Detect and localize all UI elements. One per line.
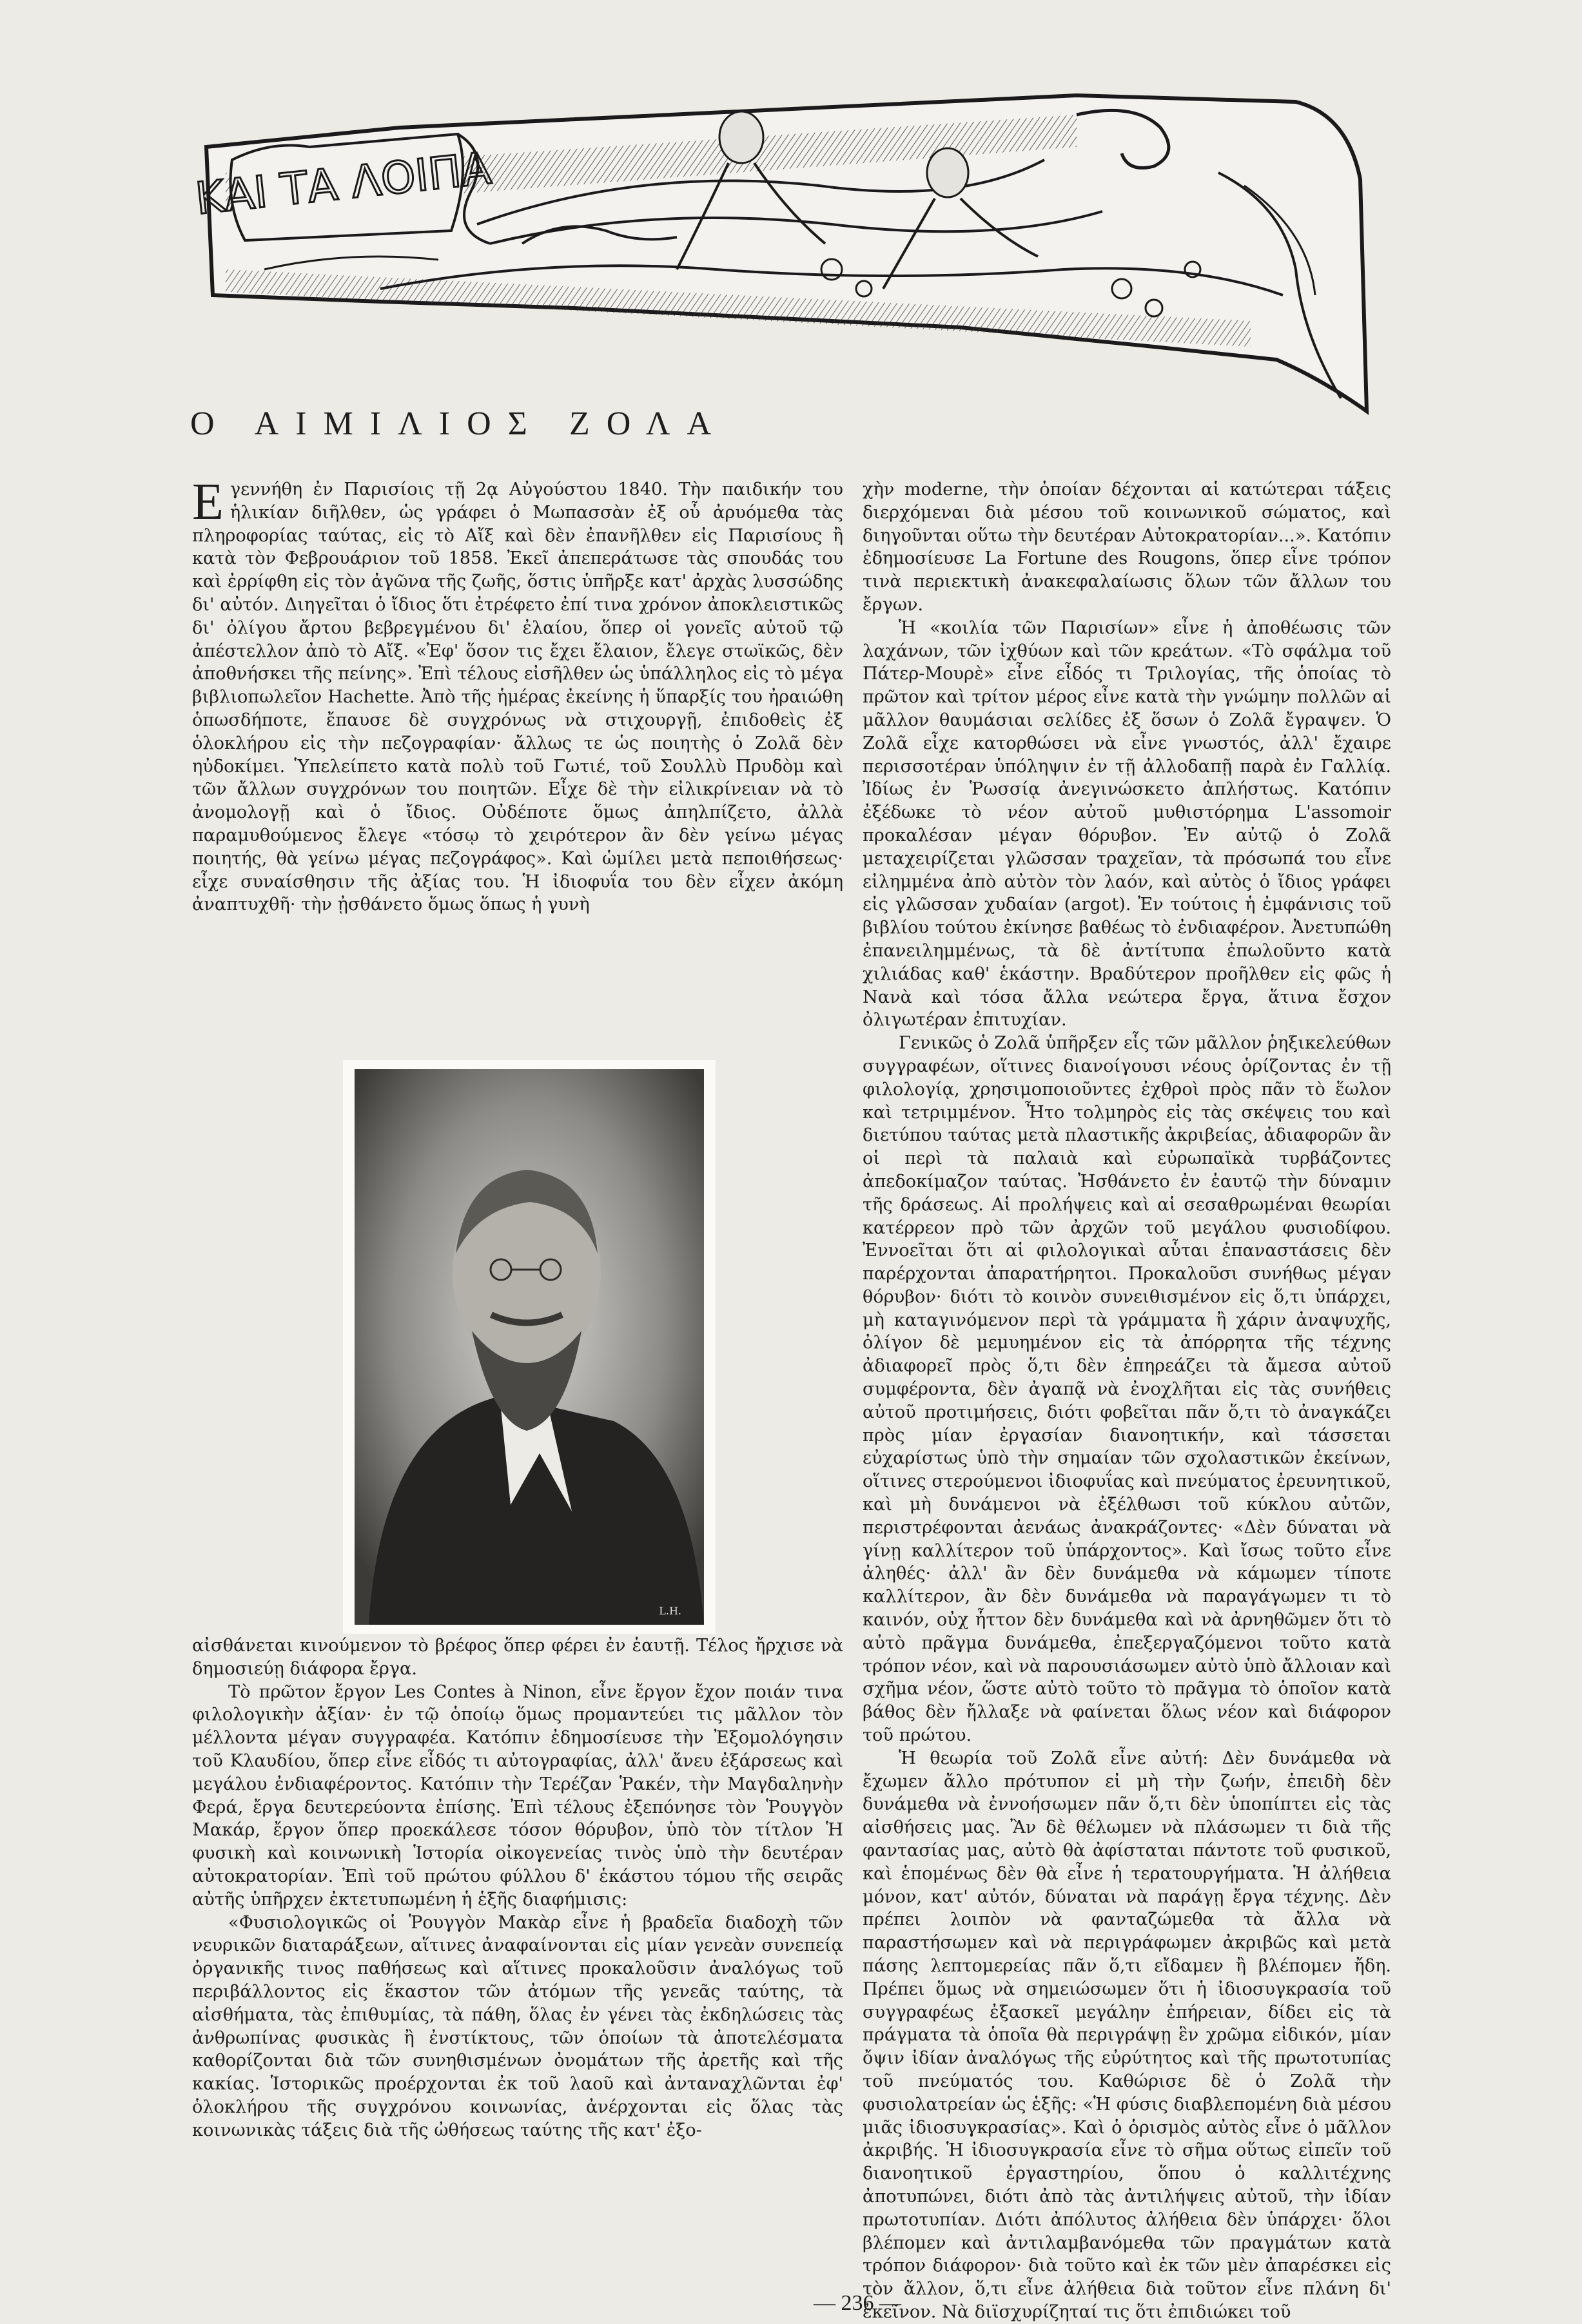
paragraph: αἰσθάνεται κινούμενον τὸ βρέφος ὅπερ φέρει ἐν ἑαυτῇ. Τέλος ἤρχισε νὰ δημοσιεύῃ διάφορα ἔργα. bbox=[192, 1636, 843, 1679]
paragraph: Γενικῶς ὁ Ζολᾶ ὑπῆρξεν εἷς τῶν μᾶλλον ῥηξικελεύθων συγγραφέων, οἵτινες διανοίγουσι νέους ὁρίζοντας ἐν τῇ φιλολογίᾳ, χρησιμοποιοῦντες ἐχθροὶ πρὸς πᾶν τὸ ἕωλον καὶ τετριμμένον. Ἦτο τολμηρὸς εἰς τὰς σκέψεις του καὶ διετύπου ταύτας μετὰ πλαστικῆς ἀκριβείας, ἀδιαφορῶν ἂν οἱ περὶ τὰ παλαιὰ καὶ εὐρωπαϊκὰ τυρβάζοντες ἀπεδοκίμαζον ταύτας. Ἠσθάνετο ἐν ἑαυτῷ τὴν δύναμιν τῆς δράσεως. Αἱ προλήψεις καὶ αἱ σεσαθρωμέναι θεωρίαι κατέρρεον πρὸ τῶν ἀρχῶν τοῦ μεγάλου φυσιοδίφου. Ἐννοεῖται ὅτι αἱ φιλολογικαὶ αὗται ἐπαναστάσεις δὲν παρέρχονται ἀπαρατήρητοι. Προκαλοῦσι συνήθως μέγαν θόρυβον· διότι τὸ κοινὸν συνειθισμένον εἰς ὅ,τι ὑπάρχει, μὴ καταγινόμενον περὶ τὰ γράμματα ἢ χάριν ἀναψυχῆς, ὀλίγον δὲ μεμυημένον εἰς τὰ ἀπόρρητα τῆς τέχνης ἀδιαφορεῖ πρὸς ὅ,τι δὲν ἐπηρεάζει τὰ ἄμεσα αὐτοῦ συμφέροντα, δὲν ἀγαπᾷ νὰ ἐνοχλῆται εἰς τὰς συνήθεις αὐτοῦ προτιμήσεις, διότι φοβεῖται πᾶν ὅ,τι τὸ ἀναγκάζει πρὸς μίαν ἐργασίαν διανοητικήν, καὶ τάσσεται εὐχαρίστως ὑπὸ τὴν σημαίαν τῶν σχολαστικῶν ἐκείνων, οἵτινες στερούμενοι ἰδιοφυΐας καὶ πνεύματος ἐρευνητικοῦ, καὶ μὴ δυνάμενοι νὰ ἐξέλθωσι τοῦ κύκλου αὐτῶν, περιστρέφονται ἀενάως ἀνακράζοντες· «Δὲν δύναται νὰ γίνῃ καλλίτερον τοῦ ὑπάρχοντος». Καὶ ἴσως τοῦτο εἶνε ἀληθές· ἀλλ' ἂν δὲν δυνάμεθα νὰ κάμωμεν τίποτε καλλίτερον, ἂν δὲν δυνάμεθα νὰ παραγάγωμεν τι τὸ καινόν, οὐχ ἧττον δὲν δυνάμεθα καὶ νὰ ἀρνηθῶμεν ὅτι τὸ αὐτὸ πρᾶγμα δυνάμεθα, ἐπεξεργαζόμενοι τοῦτο κατὰ τρόπον νέον, καὶ νὰ παρουσιάσωμεν αὐτὸ ὑπὸ ἄλλοιαν καὶ σχῆμα νέον, ὥστε αὐτὸ τοῦτο τὸ πρᾶγμα τὸ ὁποῖον κατὰ βάθος δὲν ἤλλαξε νὰ φαίνεται ὅλως νέον καὶ διάφορον τοῦ πρώτου. bbox=[863, 1033, 1391, 1746]
paragraph: Ἡ θεωρία τοῦ Ζολᾶ εἶνε αὐτή: Δὲν δυνάμεθα νὰ ἔχωμεν ἄλλο πρότυπον εἰ μὴ τὴν ζωήν, ἐπειδὴ δὲν δυνάμεθα νὰ ἐννοήσωμεν πᾶν ὅ,τι δὲν ὑποπίπτει εἰς τὰς αἰσθήσεις μας. Ἂν δὲ θέλωμεν νὰ πλάσωμεν τι διὰ τῆς φαντασίας μας, αὐτὸ θὰ ἀφίσταται πάντοτε τοῦ φυσικοῦ, καὶ ἑπομένως δὲν θὰ εἶνε ἡ τερατουργήματα. Ἡ ἀλήθεια μόνον, κατ' αὐτόν, δύναται νὰ παράγῃ ἔργα τέχνης. Δὲν πρέπει λοιπὸν νὰ φανταζώμεθα τὰ ἄλλα νὰ παραστήσωμεν καὶ νὰ περιγράφωμεν ἀκριβῶς καὶ μετὰ πάσης λεπτομερείας πᾶν ὅ,τι εἴδαμεν ἢ βλέπομεν ἤδη. Πρέπει ὅμως νὰ σημειώσωμεν ὅτι ἡ ἰδιοσυγκρασία τοῦ συγγραφέως ἐξασκεῖ μεγάλην ἐπήρειαν, δίδει εἰς τὰ πράγματα τὰ ὁποῖα θὰ περιγράψῃ ἓν χρῶμα εἰδικόν, μίαν ὄψιν ἰδίαν ἀναλόγως τῆς εὐρύτητος καὶ τῆς πρωτοτυπίας τοῦ πνεύματός του. Καθώρισε δὲ ὁ Ζολᾶ τὴν φυσιολατρείαν ὡς ἑξῆς: «Ἡ φύσις διαβλεπομένη διὰ μέσου μιᾶς ἰδιοσυγκρασίας». Καὶ ὁ ὁρισμὸς αὐτὸς εἶνε ὁ μᾶλλον ἀκριβής. Ἡ ἰδιοσυγκρασία εἶνε τὸ σῆμα οὕτως εἰπεῖν τοῦ διανοητικοῦ ἐργαστηρίου, ὅπου ὁ καλλιτέχνης ἀποτυπώνει, διότι ἀπὸ τὰς ἀντιλήψεις αὐτοῦ, τὴν ἰδίαν πρωτοτυπίαν. Διότι ἀπόλυτος ἀλήθεια δὲν ὑπάρχει· ὅλοι βλέπομεν καὶ ἀντιλαμβανόμεθα τῶν πραγμάτων κατὰ τρόπον διάφορον· διὰ τοῦτο καὶ ἐκ τῶν μὲν ἀπαρέσκει εἰς τὸν ἄλλον, ὅ,τι εἶνε ἀλήθεια διὰ τοῦτον εἶνε πλάνη δι' ἐκεῖνον. Νὰ διϊσχυρίζηταί τις ὅτι ἐπιδιώκει τοῦ bbox=[863, 1748, 1391, 2322]
paragraph: Τὸ πρῶτον ἔργον Les Contes à Ninon, εἶνε ἔργον ἔχον ποιάν τινα φιλολογικὴν ἀξίαν· ἐν τῷ ὁποίῳ ὅμως προμαντεύει τις μᾶλλον τὸν μέλλοντα μέγαν συγγραφέα. Κατόπιν ἐδημοσίευσε τὴν Ἐξομολόγησιν τοῦ Κλαυδίου, ὅπερ εἶνε εἶδός τι αὐτογραφίας, ἀλλ' ἄνευ ἐξάρσεως καὶ μεγάλου ἐνδιαφέροντος. Κατόπιν τὴν Τερέζαν Ῥακέν, τὴν Μαγδαληνὴν Φερά, ἔργα δευτερεύοντα ἐπίσης. Ἐπὶ τέλους ἐξεπόνησε τὸν Ῥουγγὸν Μακάρ, ἔργον ὅπερ προεκάλεσε τόσον θόρυβον, ὑπὸ τὸν τίτλον Ἡ φυσικὴ καὶ κοινωνικὴ Ἱστορία οἰκογενείας τινὸς ὑπὸ τὴν δευτέραν αὐτοκρατορίαν. Ἐπὶ τοῦ πρώτου φύλλου δ' ἑκάστου τόμου τῆς σειρᾶς αὐτῆς ὑπῆρχεν ἐκτετυπωμένη ἡ ἑξῆς διαφήμισις: bbox=[192, 1681, 843, 1910]
decorative-banner bbox=[187, 76, 1373, 437]
portrait-illustration bbox=[343, 1060, 716, 1634]
paragraph: «Φυσιολογικῶς οἱ Ῥουγγὸν Μακὰρ εἶνε ἡ βραδεῖα διαδοχὴ τῶν νευρικῶν διαταράξεων, αἵτινες ἀναφαίνονται εἰς μίαν γενεὰν συνεπείᾳ ὀργανικῆς τινος παθήσεως καὶ αἵτινες προκαλοῦσιν ἀναλόγως τοῦ περιβάλλοντος εἰς ἕκαστον τῶν ἀτόμων τῆς γενεᾶς ταύτης, τὰ αἰσθήματα, τὰς ἐπιθυμίας, τὰ πάθη, ὅλας ἐν γένει τὰς ἐκδηλώσεις τὰς ἀνθρωπίνας φυσικὰς ἢ ἐνστίκτους, τῶν ὁποίων τὰ ἀποτελέσματα καθορίζονται διὰ τῶν συνηθισμένων ὀνομάτων τῆς ἀρετῆς καὶ τῆς κακίας. Ἱστορικῶς προέρχονται ἐκ τοῦ λαοῦ καὶ ἀνταναχλῶνται ἐφ' ὁλοκλήρου τῆς συγχρόνου κοινωνίας, ἀνέρχονται εἰς ὅλας τὰς κοινωνικὰς τάξεις διὰ τῆς ὠθήσεως ταύτης τῆς κατ' ἐξο- bbox=[192, 1912, 843, 2140]
page-number: — 236 — bbox=[814, 2291, 901, 2315]
banner-artwork bbox=[206, 95, 1367, 411]
paragraph bbox=[192, 474, 843, 916]
article-title: Ο ΑΙΜΙΛΙΟΣ ΖΟΛΑ bbox=[190, 405, 728, 442]
paragraph: χὴν moderne, τὴν ὁποίαν δέχονται αἱ κατώτεραι τάξεις διερχόμεναι διὰ μέσου τοῦ κοινωνικοῦ σώματος, καὶ διηγοῦνται οὕτω τὴν δευτέραν Αὐτοκρατορίαν...». Κατόπιν ἐδημοσίευσε La Fortune des Rougons, ὅπερ εἶνε τρόπον τινὰ περιεκτικὴ ἀνακεφαλαίωσις ὅλων τῶν ἄλλων του ἔργων. bbox=[863, 479, 1391, 615]
drop-cap: Ε bbox=[192, 474, 224, 530]
paragraph-text: γεννήθη ἐν Παρισίοις τῇ 2ᾳ Αὐγούστου 1840. Τὴν παιδικήν του ἡλικίαν διῆλθεν, ὡς γράφει ὁ Μωπασσὰν ἐξ οὗ ἀρυόμεθα τὰς πληροφορίας ταύτας, εἰς τὸ Αἴξ καὶ δὲν ἐπανῆλθεν εἰς Παρισίους ἢ κατὰ τὸν Φεβρουάριον τοῦ 1858. Ἐκεῖ ἀπεπεράτωσε τὰς σπουδάς του καὶ ἐρρίφθη εἰς τὸν ἀγῶνα τῆς ζωῆς, ὅστις ὑπῆρξε κατ' ἀρχὰς λυσσώδης δι' αὐτόν. Διηγεῖται ὁ ἴδιος ὅτι ἐτρέφετο ἐπί τινα χρόνον ἀποκλειστικῶς δι' ὀλίγου ἄρτου βεβρεγμένου δι' ἐλαίου, ὅπερ οἱ γονεῖς αὐτοῦ τῷ ἀπέστελλον ἀπὸ τὸ Αἴξ. «Ἐφ' ὅσον τις ἔχει ἔλαιον, ἔλεγε στωϊκῶς, δὲν ἀποθνήσκει τῆς πείνης». Ἐπὶ τέλους εἰσῆλθεν ὡς ὑπάλληλος εἰς τὸ μέγα βιβλιοπωλεῖον Hachette. Ἀπὸ τῆς ἡμέρας ἐκείνης ἡ ὕπαρξίς του ἠραιώθη ὁπωσδήποτε, ἔπαυσε δὲ συγχρόνως νὰ στιχουργῇ, ἐπιδοθεὶς ἐξ ὁλοκλήρου εἰς τὴν πεζογραφίαν· ἄλλως τε ὡς ποιητὴς ὁ Ζολᾶ δὲν ηὐδοκίμει. Ὑπελείπετο κατὰ πολὺ τοῦ Γωτιέ, τοῦ Σουλλὺ Πρυδὸμ καὶ τῶν ἄλλων συγχρόνων του ποιητῶν. Εἶχε δὲ τὴν εἰλικρίνειαν νὰ τὸ ἀνομολογῇ καὶ ὁ ἴδιος. Οὐδέποτε ὅμως ἀπηλπίζετο, ἀλλὰ παραμυθούμενος ἔλεγε «τόσῳ τὸ χειρότερον ἂν δὲν γείνω μέγας ποιητής, θὰ γείνω μέγας πεζογράφος». Καὶ ὡμίλει μετὰ πεποιθήσεως· εἶχε συναίσθησιν τῆς ἀξίας του. Ἡ ἰδιοφυΐα του δὲν εἶχεν ἀκόμη ἀναπτυχθῆ· τὴν ᾐσθάνετο ὅμως ὅπως ἡ γυνὴ bbox=[192, 479, 843, 915]
portrait-signature: L.H. bbox=[659, 1605, 681, 1617]
left-column-bottom bbox=[192, 1634, 843, 2292]
paragraph: Ἡ «κοιλία τῶν Παρισίων» εἶνε ἡ ἀποθέωσις τῶν λαχάνων, τῶν ἰχθύων καὶ τῶν κρεάτων. «Τὸ σφάλμα τοῦ Πάτερ-Μουρὲ» εἶνε εἶδός τι Τριλογίας, τῆς ὁποίας τὸ πρῶτον καὶ τρίτον μέρος εἶνε κατὰ τὴν γνώμην πολλῶν αἱ μᾶλλον θαυμάσιαι σελίδες ἐξ ὅσων ὁ Ζολᾶ ἔγραψεν. Ὁ Ζολᾶ εἶχε κατορθώσει νὰ εἶνε γνωστός, ἀλλ' ἔχαιρε περισσοτέραν ὑπόληψιν ἐν τῇ ἀλλοδαπῇ παρὰ ἐν Γαλλίᾳ. Ἰδίως ἐν Ῥωσσίᾳ ἀνεγινώσκετο ἀπλήστως. Κατόπιν ἐξέδωκε τὸ νέον αὐτοῦ μυθιστόρημα L'assomoir προκαλέσαν μέγαν θόρυβον. Ἐν αὐτῷ ὁ Ζολᾶ μεταχειρίζεται γλῶσσαν τραχεῖαν, τὰ πρόσωπά του εἶνε εἰλημμένα ἀπὸ αὐτὸν τὸν λαόν, καὶ αὐτὸς ὁ ἴδιος γράφει εἰς γλῶσσαν χυδαίαν (argot). Ἐν τούτοις ἡ ἐμφάνισις τοῦ βιβλίου τούτου ἐκίνησε βαθέως τὸ ἐνδιαφέρον. Ἀνετυπώθη ἐπανειλημμένως, τὰ δὲ ἀντίτυπα ἐπωλοῦντο κατὰ χιλιάδας καθ' ἑκάστην. Βραδύτερον προῆλθεν εἰς φῶς ἡ Νανὰ καὶ τόσα ἄλλα νεώτερα ἔργα, ἅτινα ἔσχον ὀλιγωτέραν ἐπιτυχίαν. bbox=[863, 617, 1391, 1031]
right-column bbox=[863, 478, 1391, 2322]
left-column-top bbox=[192, 474, 843, 1078]
banner-lettering: ΚΑΙ ΤΑ ΛΟΙΠΑ bbox=[193, 143, 494, 225]
